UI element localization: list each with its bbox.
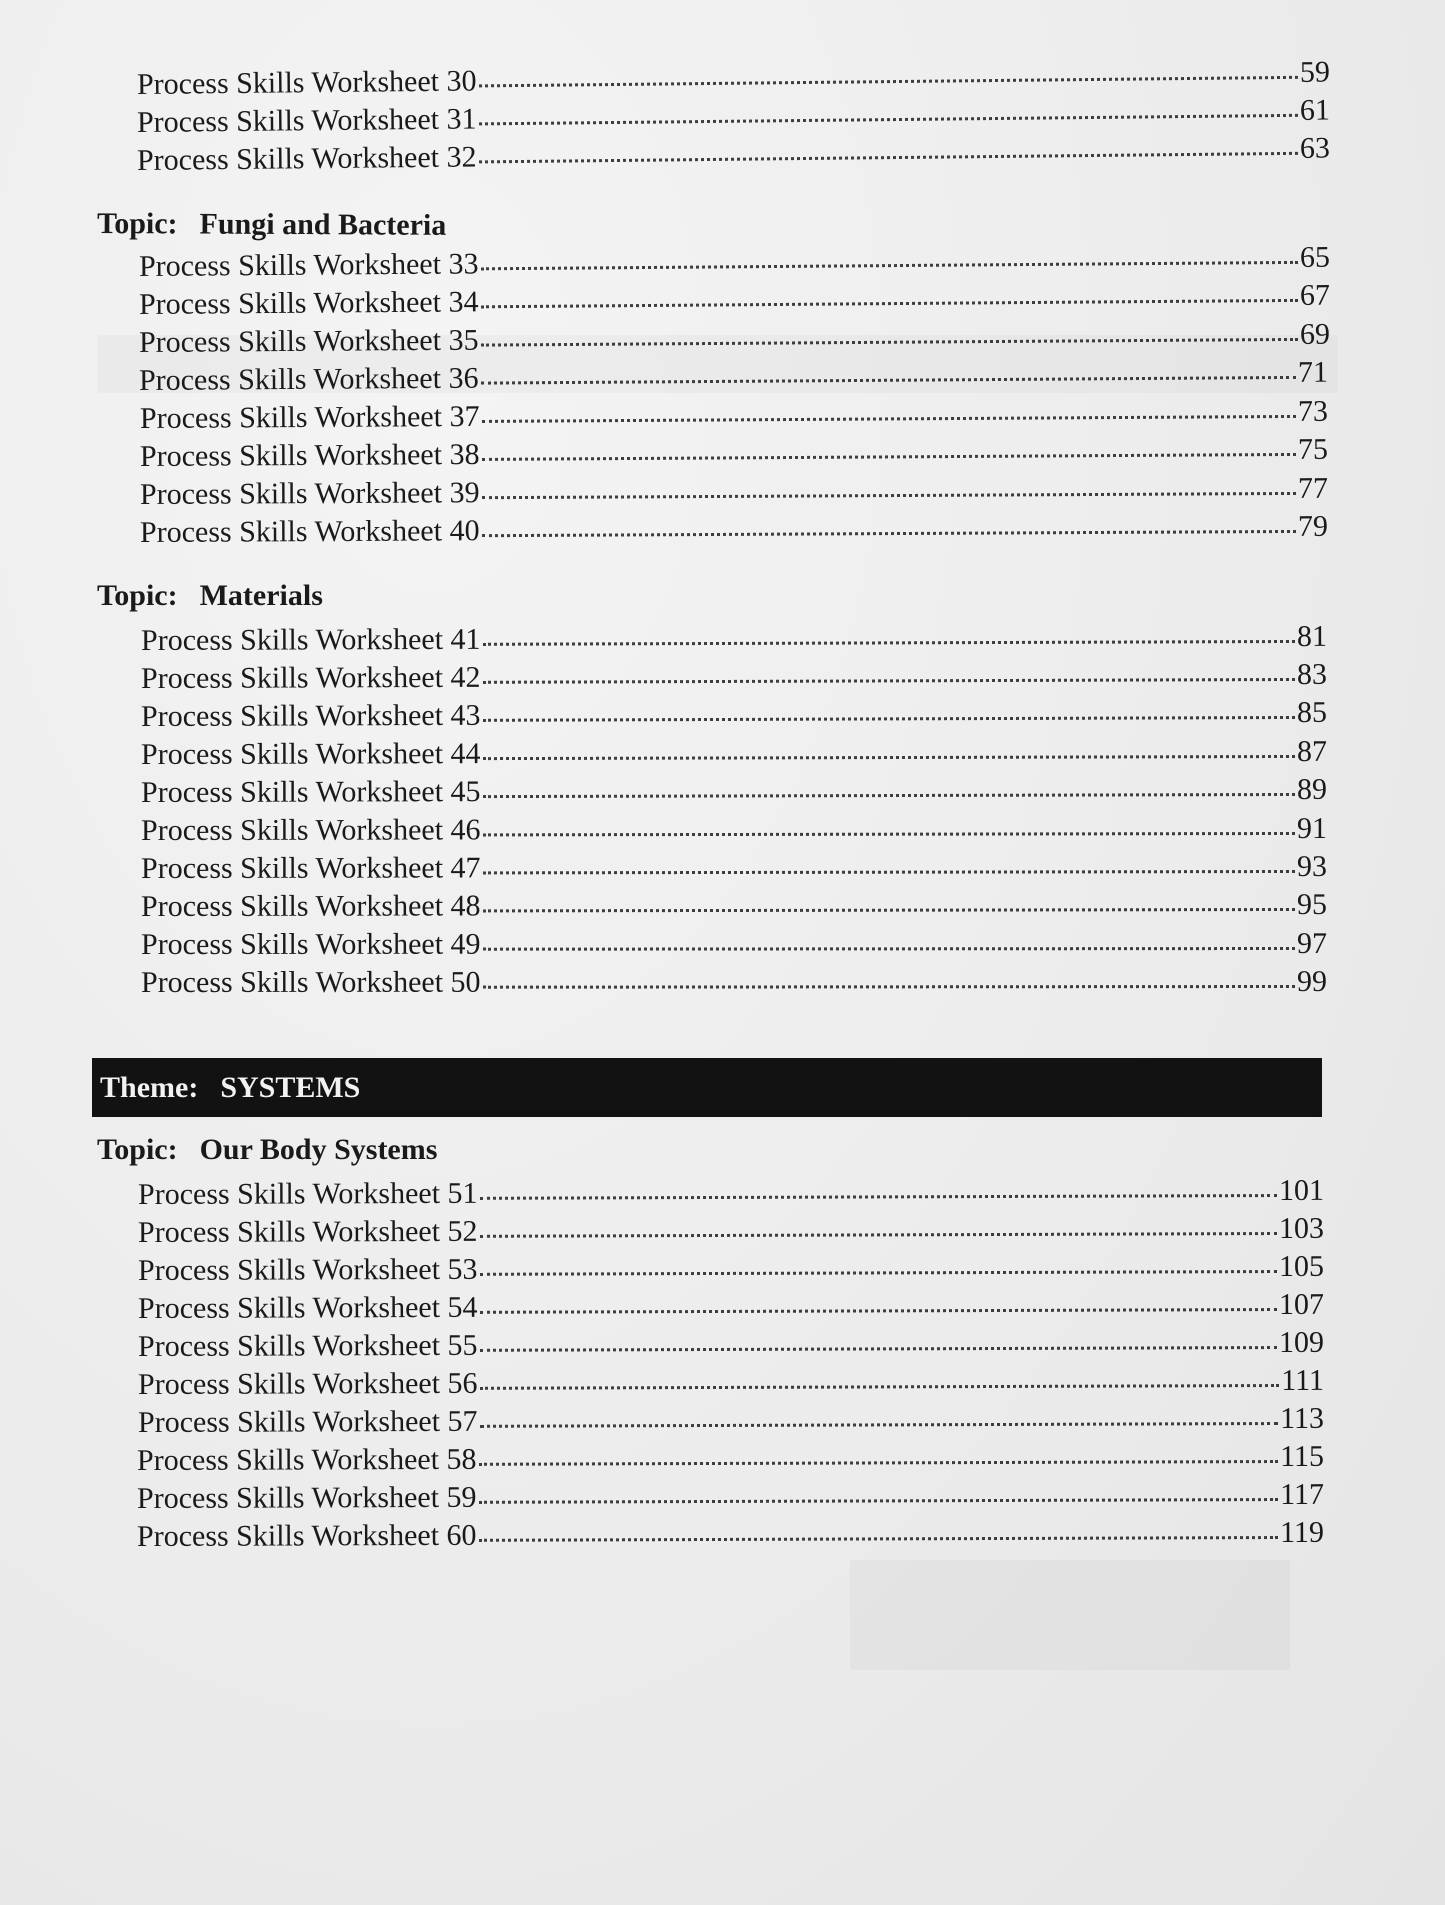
toc-entry[interactable] [137,1514,1324,1556]
entry-label: Process Skills Worksheet 46 [140,813,481,847]
entry-label: Process Skills Worksheet 55 [137,1328,478,1363]
entry-label: Process Skills Worksheet 35 [138,323,479,359]
entry-label: Process Skills Worksheet 32 [136,140,477,177]
topic-heading-our-body-systems [97,1130,437,1170]
page-number: 89 [1296,772,1328,806]
dot-leader [481,338,1298,347]
entry-label: Process Skills Worksheet 43 [140,698,481,733]
topic-prefix: Topic: [96,207,178,241]
page-number: 97 [1296,926,1328,960]
entry-label: Process Skills Worksheet 39 [139,476,480,511]
entry-label: Process Skills Worksheet 52 [137,1214,478,1249]
toc-entry[interactable] [140,470,1328,514]
entry-label: Process Skills Worksheet 41 [140,622,481,657]
toc-entry[interactable] [141,694,1327,736]
toc-entry[interactable] [138,1248,1324,1290]
toc-entry[interactable] [141,656,1327,698]
toc-entry[interactable] [141,925,1327,964]
topic-prefix: Topic: [97,579,178,612]
entry-label: Process Skills Worksheet 51 [137,1176,478,1211]
entry-label: Process Skills Worksheet 58 [136,1442,477,1477]
page-number: 103 [1278,1211,1325,1246]
toc-entry[interactable] [138,1362,1324,1404]
page-number: 67 [1299,278,1331,312]
toc-entry[interactable] [138,1172,1324,1214]
toc-entry[interactable] [141,886,1327,926]
entry-label: Process Skills Worksheet 54 [137,1290,478,1325]
page-number: 61 [1299,93,1331,127]
entry-label: Process Skills Worksheet 37 [139,399,480,435]
theme-header-bar [92,1058,1322,1117]
toc-entry[interactable] [141,618,1327,660]
dot-leader [480,1194,1277,1200]
dot-leader [483,678,1295,684]
toc-entry[interactable] [141,733,1327,774]
page-number: 85 [1296,695,1328,729]
page-number: 81 [1296,619,1328,653]
page-number: 77 [1297,471,1329,505]
entry-label: Process Skills Worksheet 45 [140,775,481,809]
entry-label: Process Skills Worksheet 57 [137,1404,478,1439]
theme-prefix: Theme: [100,1071,199,1104]
dot-leader [483,947,1295,951]
topic-title: Materials [199,579,323,612]
entry-label: Process Skills Worksheet 49 [140,927,481,961]
page-number: 101 [1278,1173,1325,1208]
dot-leader [479,1460,1279,1466]
entry-label: Process Skills Worksheet 56 [137,1366,478,1401]
page-number: 117 [1280,1477,1325,1512]
page-number: 109 [1278,1325,1325,1360]
page-number: 95 [1296,887,1328,921]
page-number: 63 [1299,131,1331,165]
toc-entry[interactable] [141,810,1327,850]
dot-leader [479,1498,1279,1504]
toc-entry[interactable] [140,431,1328,476]
toc-entry[interactable] [141,963,1327,1002]
page-number: 113 [1280,1401,1325,1436]
page-number: 115 [1280,1439,1325,1474]
page-number: 79 [1297,509,1329,543]
entry-label: Process Skills Worksheet 48 [140,889,481,923]
entry-label: Process Skills Worksheet 50 [140,965,481,999]
entry-label: Process Skills Worksheet 53 [137,1252,478,1287]
dot-leader [483,755,1295,760]
page-number: 87 [1296,734,1328,768]
dot-leader [479,114,1298,126]
page-number: 75 [1297,432,1329,466]
page-number: 69 [1299,317,1331,351]
page-number: 107 [1278,1287,1325,1322]
dot-leader [482,453,1296,461]
dot-leader [479,152,1298,164]
dot-leader [480,1308,1277,1314]
entry-label: Process Skills Worksheet 38 [139,437,480,473]
topic-prefix: Topic: [97,1133,178,1166]
entry-label: Process Skills Worksheet 47 [140,851,481,885]
dot-leader [480,1346,1277,1352]
dot-leader [483,870,1295,874]
page-number: 83 [1296,657,1328,691]
toc-entry[interactable] [141,771,1327,812]
entry-label: Process Skills Worksheet 59 [136,1480,477,1515]
page-number: 119 [1280,1515,1325,1550]
entry-label: Process Skills Worksheet 34 [138,285,479,321]
dot-leader [479,76,1298,88]
dot-leader [482,492,1296,499]
dot-leader [483,985,1295,989]
dot-leader [483,640,1295,646]
toc-entry[interactable] [140,508,1328,552]
entry-label: Process Skills Worksheet 31 [136,102,477,139]
entry-label: Process Skills Worksheet 30 [136,64,477,101]
toc-entry[interactable] [141,848,1327,888]
entry-label: Process Skills Worksheet 36 [138,361,479,397]
toc-entry[interactable] [138,1286,1324,1328]
show-through-shadow [850,1560,1290,1670]
topic-title: Our Body Systems [199,1133,438,1166]
topic-title: Fungi and Bacteria [199,207,447,242]
entry-label: Process Skills Worksheet 33 [138,247,479,283]
dot-leader [483,793,1295,798]
entry-label: Process Skills Worksheet 40 [139,514,480,549]
page-number: 73 [1297,394,1329,428]
toc-entry[interactable] [137,1438,1324,1480]
toc-entry[interactable] [137,1476,1324,1518]
dot-leader [483,716,1295,722]
dot-leader [480,1384,1280,1390]
page-number: 111 [1281,1363,1325,1398]
theme-title: SYSTEMS [220,1071,361,1104]
topic-heading-materials [97,576,323,616]
page-number: 91 [1296,811,1328,845]
dot-leader [480,1232,1277,1238]
toc-entry[interactable] [138,1400,1324,1442]
toc-entry[interactable] [138,1324,1324,1366]
page-number: 105 [1278,1249,1325,1284]
entry-label: Process Skills Worksheet 44 [140,737,481,771]
dot-leader [480,1422,1279,1428]
page-number: 99 [1296,964,1328,998]
entry-label: Process Skills Worksheet 60 [136,1518,477,1553]
toc-entry[interactable] [138,1210,1324,1252]
topic-heading-fungi-and-bacteria [97,204,446,246]
dot-leader [482,530,1296,537]
page-number: 59 [1299,55,1331,89]
entry-label: Process Skills Worksheet 42 [140,660,481,695]
page-number: 93 [1296,849,1328,883]
dot-leader [481,261,1298,270]
page-number: 65 [1299,240,1331,274]
dot-leader [481,376,1296,385]
dot-leader [483,908,1295,912]
dot-leader [482,415,1296,423]
dot-leader [479,1536,1279,1542]
dot-leader [483,832,1295,836]
dot-leader [480,1270,1277,1276]
page-number: 71 [1297,355,1329,389]
dot-leader [481,299,1298,308]
